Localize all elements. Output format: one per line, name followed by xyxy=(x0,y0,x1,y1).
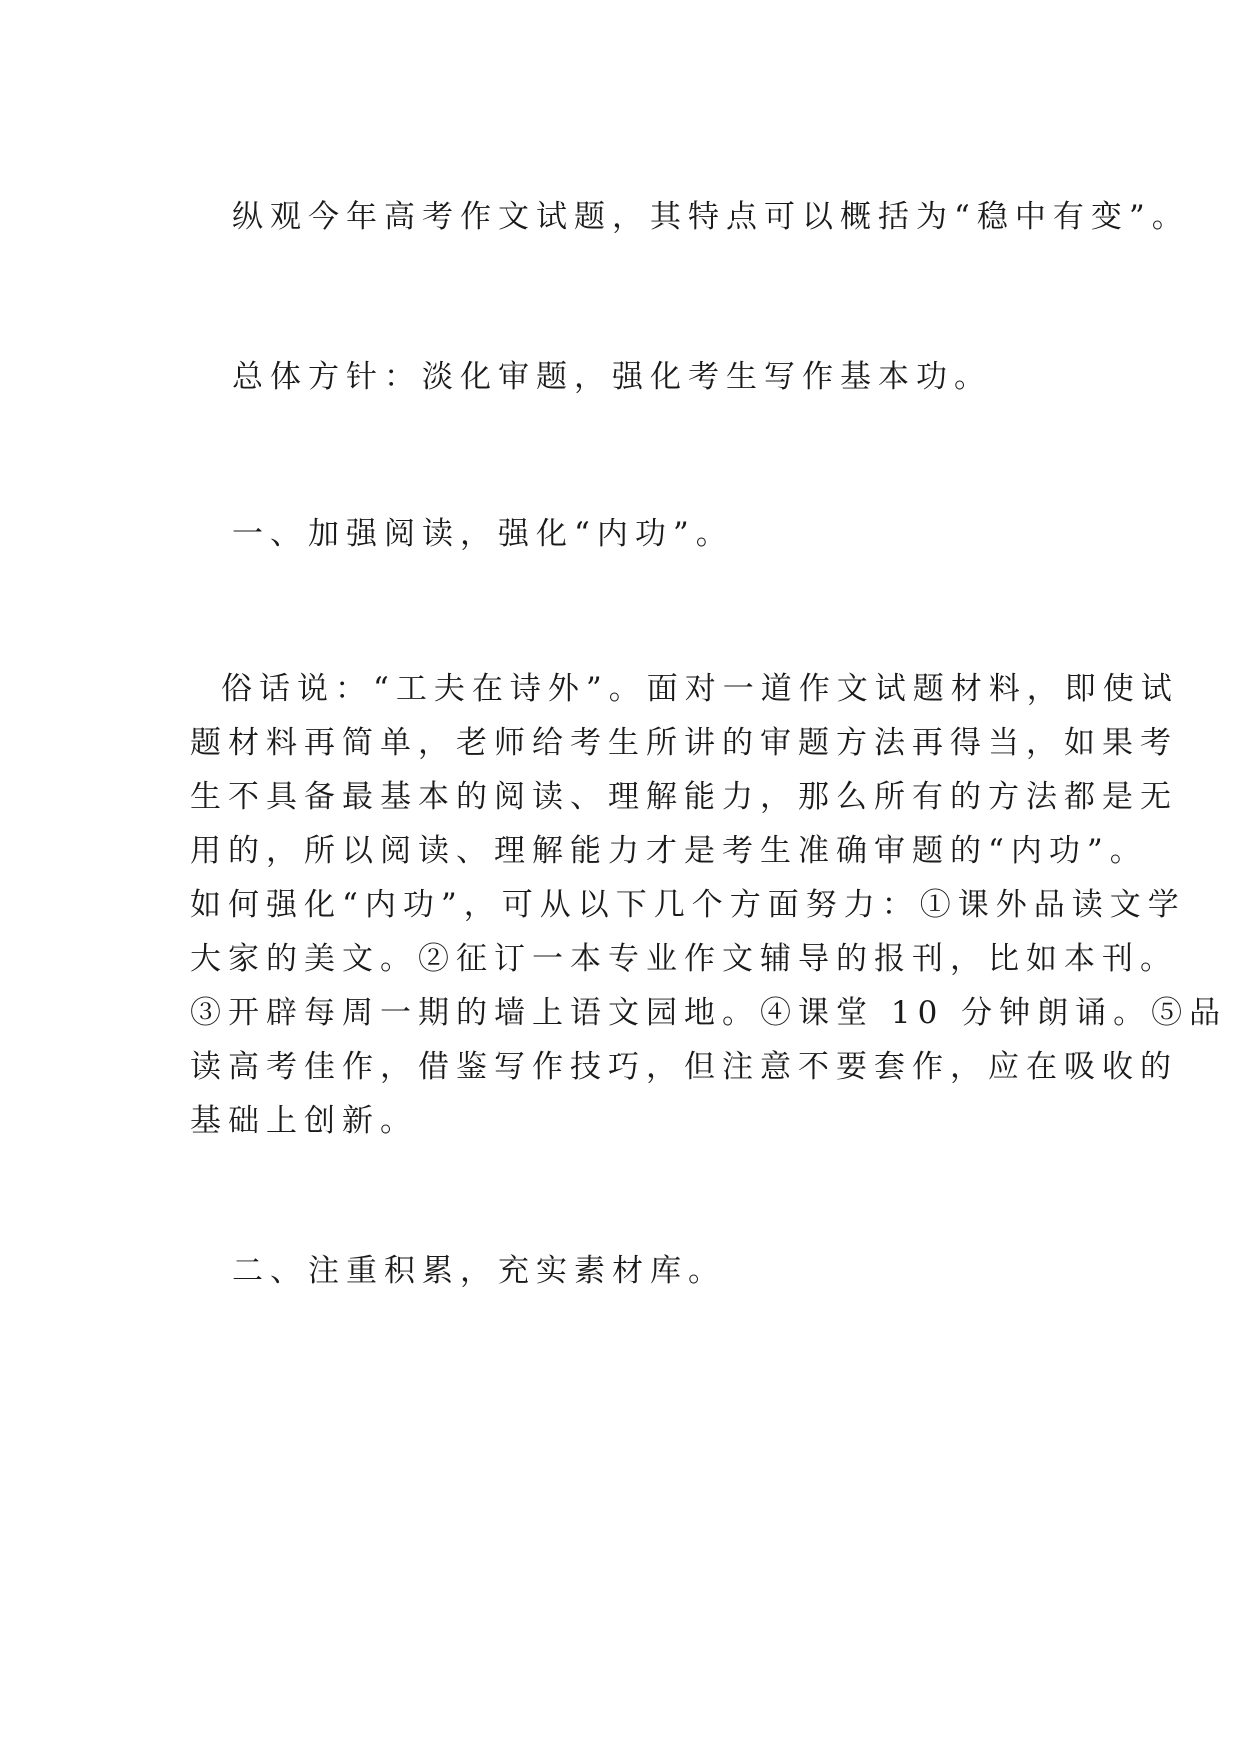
section-2-heading: 二、注重积累，充实素材库。 xyxy=(232,1253,726,1289)
body-line: 读高考佳作，借鉴写作技巧，但注意不要套作，应在吸收的 xyxy=(190,1049,1178,1085)
body-line: 俗话说：“工夫在诗外”。面对一道作文试题材料，即使试 xyxy=(221,671,1179,707)
intro-paragraph: 纵观今年高考作文试题，其特点可以概括为“稳中有变”。 xyxy=(232,199,1190,235)
policy-paragraph: 总体方针：淡化审题，强化考生写作基本功。 xyxy=(232,359,992,395)
body-line: 大家的美文。②征订一本专业作文辅导的报刊，比如本刊。 xyxy=(190,941,1178,977)
body-line: 用的，所以阅读、理解能力才是考生准确审题的“内功”。 xyxy=(190,833,1148,869)
body-line: ③开辟每周一期的墙上语文园地。④课堂 10 分钟朗诵。⑤品 xyxy=(190,995,1228,1031)
section-1-heading: 一、加强阅读，强化“内功”。 xyxy=(232,516,734,552)
body-line: 如何强化“内功”，可从以下几个方面努力：①课外品读文学 xyxy=(190,887,1186,923)
body-line: 基础上创新。 xyxy=(190,1103,418,1139)
body-line: 题材料再简单，老师给考生所讲的审题方法再得当，如果考 xyxy=(190,725,1178,761)
section-1-body xyxy=(190,662,1228,1148)
body-line: 生不具备最基本的阅读、理解能力，那么所有的方法都是无 xyxy=(190,779,1178,815)
